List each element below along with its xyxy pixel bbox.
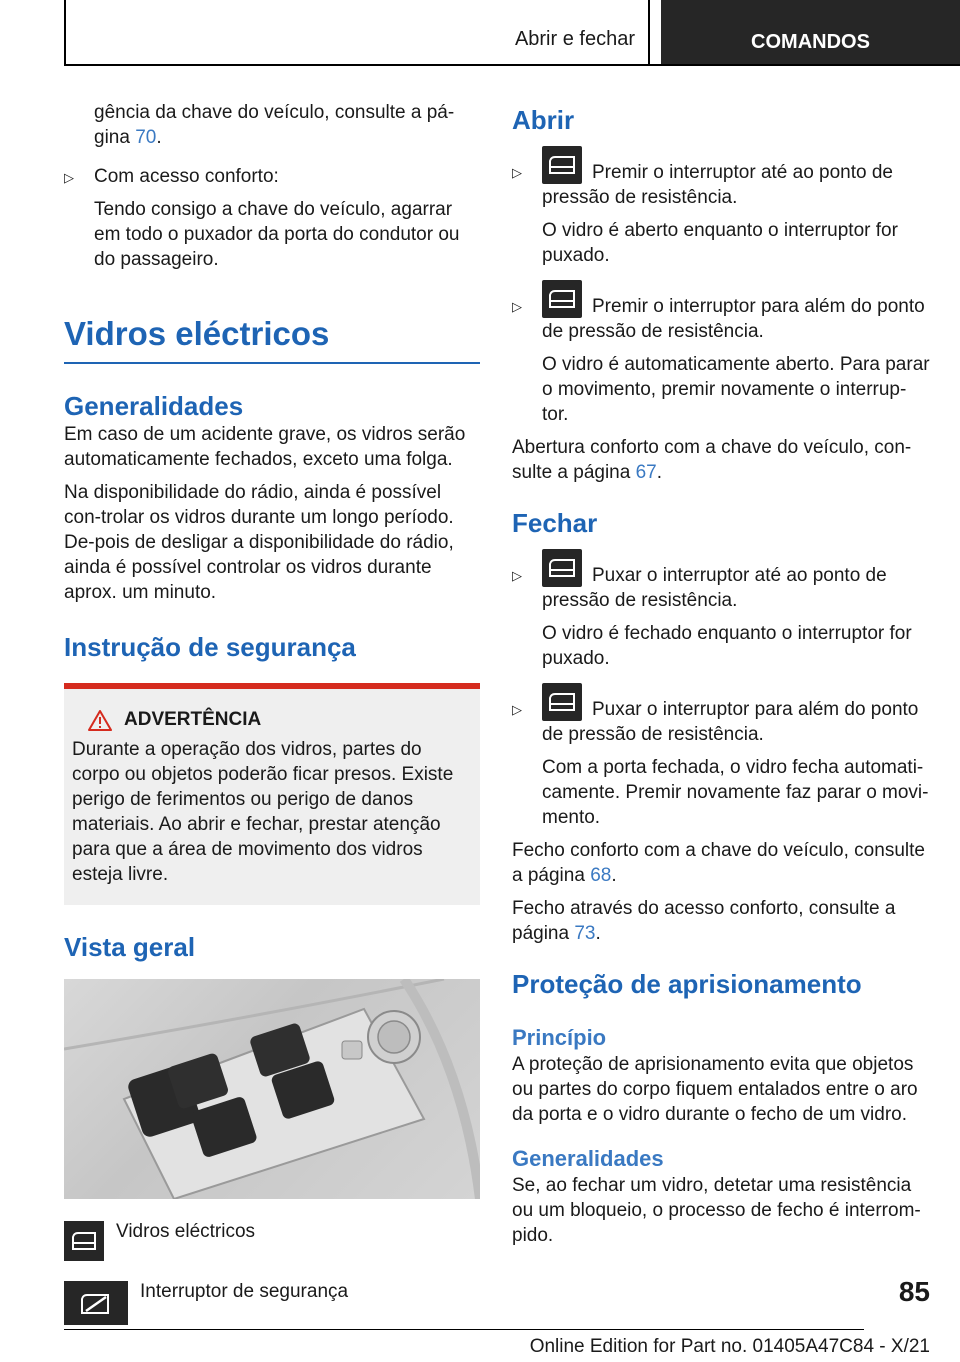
list-item-body: O vidro é fechado enquanto o interruptor for puxado. [542, 623, 912, 669]
list-item-body: O vidro é automaticamente aberto. Para parar o movimento, premir novamente o interrup-tor. [542, 354, 930, 425]
heading-generalidades: Generalidades [64, 391, 244, 421]
right-column [512, 104, 930, 1248]
list-item-body: Com a porta fechada, o vidro fecha automati-camente. Premir novamente faz parar o movi-mento. [542, 757, 929, 828]
triangle-bullet-icon: ▷ [512, 299, 522, 314]
header-left-bar [64, 0, 66, 65]
legend-item [64, 1281, 480, 1341]
footer-rule [64, 1329, 864, 1330]
list-item-body: O vidro é aberto enquanto o interruptor for puxado. [542, 220, 898, 266]
paragraph: Em caso de um acidente grave, os vidros serão automaticamente fechados, exceto uma folga. [64, 424, 466, 470]
legend-item [64, 1221, 480, 1281]
list-item-body: Tendo consigo a chave do veículo, agarrar em todo o puxador da porta do condutor ou do passageiro. [94, 199, 460, 270]
page-link-70[interactable]: 70 [135, 127, 157, 148]
window-switch-icon [542, 280, 582, 318]
list-item [512, 549, 930, 613]
window-switch-icon [542, 549, 582, 587]
window-switch-photo [64, 979, 480, 1199]
list-item-text: Premir o interruptor para além do ponto de pressão de resistência. [542, 296, 925, 342]
warning-box [64, 689, 480, 905]
footer-edition: Online Edition for Part no. 01405A47C84 - X/21 [529, 1336, 930, 1357]
triangle-bullet-icon: ▷ [64, 170, 74, 185]
text: gina [94, 127, 130, 148]
warning-label: ADVERTÊNCIA [124, 709, 262, 730]
paragraph: Abertura conforto com a chave do veículo, con-sulte a página 67. [512, 437, 912, 483]
text: . [156, 127, 162, 148]
warning-triangle-icon [88, 709, 112, 731]
list-item-text: Puxar o interruptor até ao ponto de pressão de resistência. [542, 565, 887, 611]
list-item-text: Com acesso conforto: [94, 166, 279, 187]
list-item [64, 164, 480, 189]
text: Fecho através do acesso conforto, consulte a página [512, 898, 896, 944]
legend-text: Interruptor de segurança [140, 1281, 349, 1302]
window-switch-icon [542, 146, 582, 184]
list-item [512, 146, 930, 210]
warning-text: Durante a operação dos vidros, partes do corpo ou objetos poderão ficar presos. Existe perigo de ferimentos ou perigo de danos materiais. Ao abrir e fechar, prestar atenção para que a área de movimento dos vidros esteja livre. [72, 739, 454, 885]
continued-text: gência da chave do veículo, consulte a pá- [94, 102, 455, 123]
page-link-68[interactable]: 68 [590, 865, 612, 886]
safety-switch-icon [64, 1281, 128, 1325]
paragraph: Na disponibilidade do rádio, ainda é possível con-trolar os vidros durante um longo período. De-pois de desligar a disponibilidade do rádio, ainda é possível controlar os vidros durante aprox. um minuto. [64, 482, 454, 603]
left-column [64, 96, 480, 1341]
window-switch-icon [64, 1221, 104, 1261]
heading-principle: Princípio [512, 1025, 607, 1050]
header-section-title: Abrir e fechar [514, 28, 635, 50]
legend-text: Vidros eléctricos [116, 1221, 256, 1242]
text: Fecho conforto com a chave do veículo, consulte a página [512, 840, 925, 886]
header-chapter-tab: COMANDOS [661, 0, 960, 64]
title-rule [64, 362, 480, 364]
paragraph: A proteção de aprisionamento evita que objetos ou partes do corpo fiquem entalados entre o aro da porta e o vidro durante o fecho de um vidro. [512, 1054, 918, 1125]
list-item [512, 683, 930, 747]
triangle-bullet-icon: ▷ [512, 702, 522, 717]
page-link-67[interactable]: 67 [635, 462, 657, 483]
heading-pinch-protection: Proteção de aprisionamento [512, 969, 862, 999]
heading-close: Fechar [512, 508, 598, 538]
page-link-73[interactable]: 73 [574, 923, 596, 944]
triangle-bullet-icon: ▷ [512, 568, 522, 583]
list-item-text: Puxar o interruptor para além do ponto de pressão de resistência. [542, 699, 919, 745]
text: Abertura conforto com a chave do veículo, con-sulte a página [512, 437, 912, 483]
list-item-text: Premir o interruptor até ao ponto de pressão de resistência. [542, 162, 894, 208]
header-rule [64, 64, 960, 66]
heading-generalidades-2: Generalidades [512, 1146, 664, 1171]
page-number: 85 [898, 1276, 930, 1307]
paragraph: Fecho conforto com a chave do veículo, consulte a página 68. [512, 840, 925, 886]
continued-text-2 [64, 125, 480, 150]
paragraph: Fecho através do acesso conforto, consulte a página 73. [512, 898, 896, 944]
door-panel-illustration [64, 979, 480, 1199]
triangle-bullet-icon: ▷ [512, 165, 522, 180]
heading-safety: Instrução de segurança [64, 632, 356, 662]
heading-open: Abrir [512, 105, 575, 135]
heading-overview: Vista geral [64, 932, 196, 962]
warning-title [88, 709, 472, 731]
window-switch-icon [542, 683, 582, 721]
section-title: Vidros eléctricos [64, 315, 330, 352]
list-item [512, 280, 930, 344]
paragraph: Se, ao fechar um vidro, detetar uma resistência ou um bloqueio, o processo de fecho é interrom-pido. [512, 1175, 921, 1246]
header-divider [648, 0, 650, 65]
